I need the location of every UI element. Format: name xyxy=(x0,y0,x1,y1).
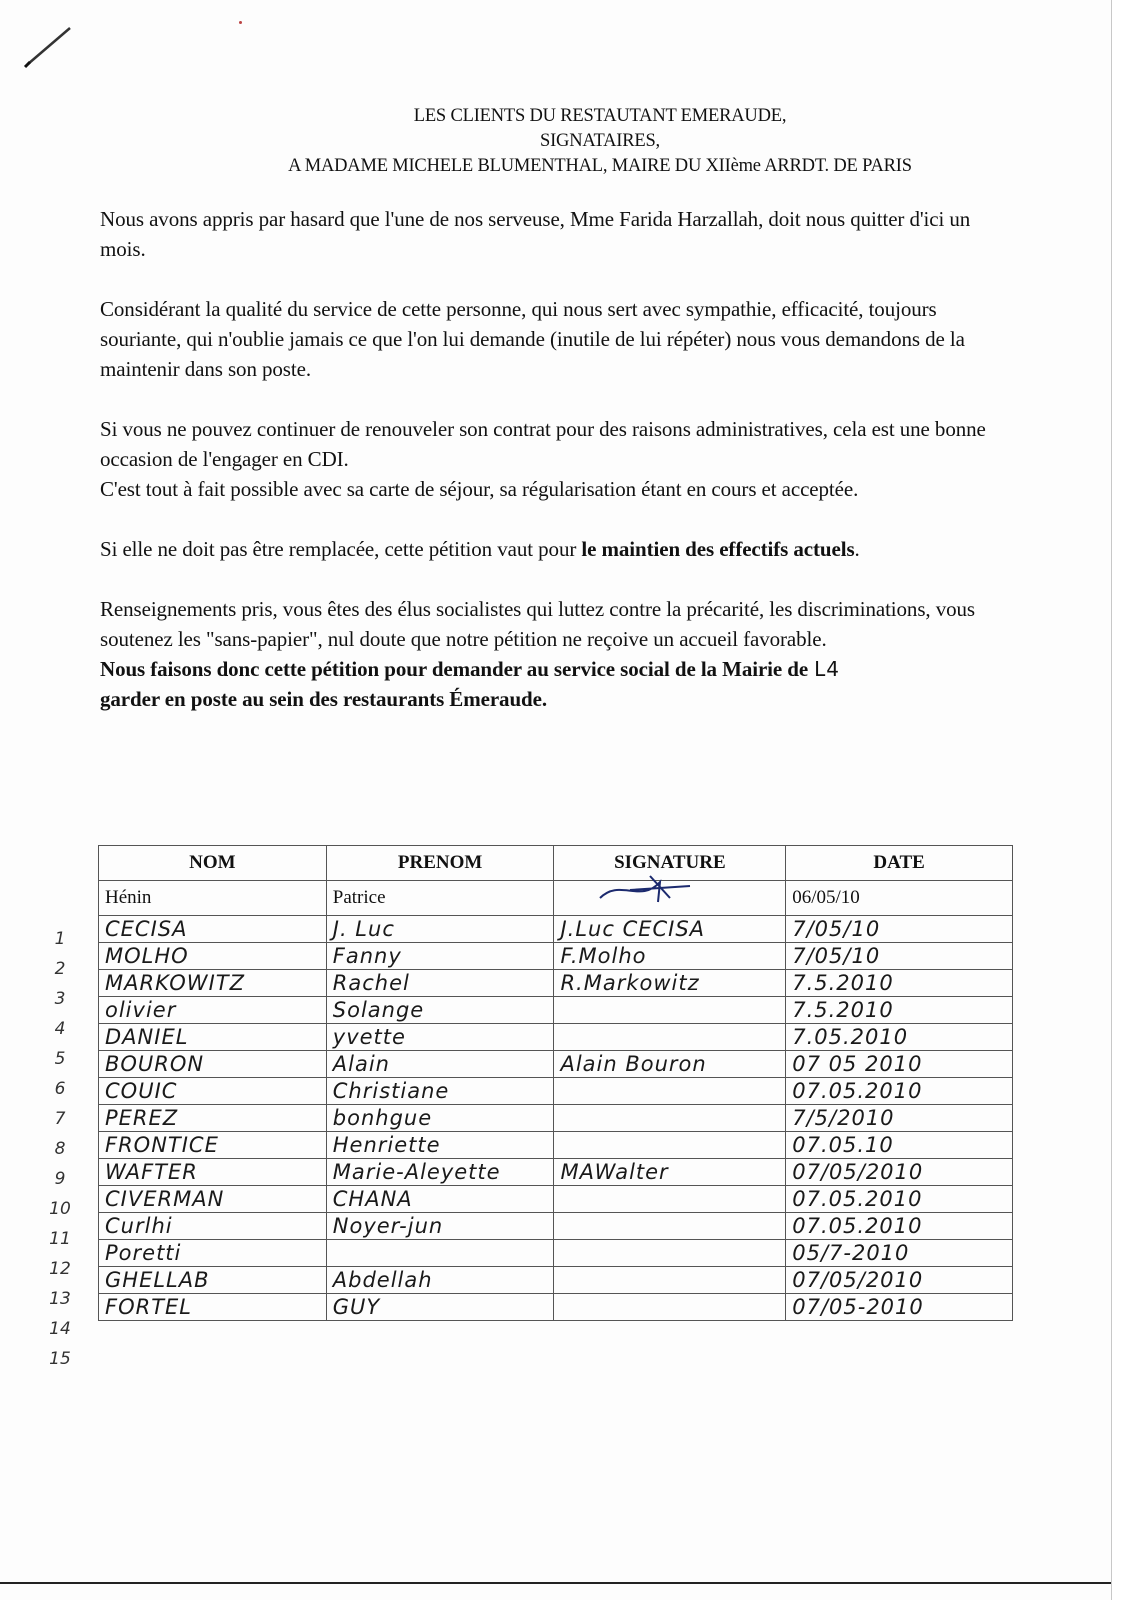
row-number: 15 xyxy=(49,1349,71,1369)
cell-prenom: Abdellah xyxy=(326,1267,554,1294)
table-row xyxy=(99,1186,1013,1213)
table-row xyxy=(99,1132,1013,1159)
row-number: 2 xyxy=(54,959,66,979)
cell-signature: R.Markowitz xyxy=(554,970,786,997)
cell-date: 7/05/10 xyxy=(786,943,1013,970)
cell-date: 07.05.2010 xyxy=(786,1186,1013,1213)
table-row xyxy=(99,1024,1013,1051)
cell-nom: FRONTICE xyxy=(99,1132,327,1159)
cell-date: 07/05-2010 xyxy=(786,1294,1013,1321)
page-bottom-edge xyxy=(0,1582,1111,1584)
paragraph-6-bold-a: Nous faisons donc cette pétition pour demander au service social de la Mairie de xyxy=(100,657,809,681)
paragraph-5: Renseignements pris, vous êtes des élus socialistes qui luttez contre la précarité, les discriminations, vous soutenez les "sans-papier", nul doute que notre pétition ne reçoive un accueil favorable. xyxy=(100,597,975,651)
row-number: 8 xyxy=(54,1139,66,1159)
cell-signature: J.Luc CECISA xyxy=(554,916,786,943)
cell-prenom: Rachel xyxy=(326,970,554,997)
cell-nom: GHELLAB xyxy=(99,1267,327,1294)
cell-prenom: yvette xyxy=(326,1024,554,1051)
cell-signature xyxy=(554,997,786,1024)
table-row xyxy=(99,1294,1013,1321)
table-row xyxy=(99,1159,1013,1186)
cell-nom: MARKOWITZ xyxy=(99,970,327,997)
cell-prenom: Alain xyxy=(326,1051,554,1078)
table-header-row xyxy=(99,846,1013,881)
cell-date: 06/05/10 xyxy=(786,881,1013,916)
row-number: 6 xyxy=(54,1079,66,1099)
cell-prenom: Patrice xyxy=(326,881,554,916)
cell-nom: CECISA xyxy=(99,916,327,943)
cell-signature xyxy=(554,1105,786,1132)
row-number: 5 xyxy=(54,1049,66,1069)
cell-prenom: Solange xyxy=(326,997,554,1024)
table-row xyxy=(99,1267,1013,1294)
paragraph-4 xyxy=(100,534,1000,564)
cell-nom: PEREZ xyxy=(99,1105,327,1132)
header-date: DATE xyxy=(786,846,1013,881)
row-number: 1 xyxy=(54,929,66,949)
cell-nom: FORTEL xyxy=(99,1294,327,1321)
cell-signature xyxy=(554,1186,786,1213)
cell-signature: MAWalter xyxy=(554,1159,786,1186)
cell-signature: F.Molho xyxy=(554,943,786,970)
heading-line-2: SIGNATAIRES, xyxy=(540,131,660,151)
ink-speck xyxy=(239,21,242,24)
cell-prenom: bonhgue xyxy=(326,1105,554,1132)
row-numbers xyxy=(40,924,80,1374)
cell-date: 7.05.2010 xyxy=(786,1024,1013,1051)
cell-prenom xyxy=(326,1240,554,1267)
row-number: 11 xyxy=(49,1229,71,1249)
table-row xyxy=(99,1051,1013,1078)
header-prenom: PRENOM xyxy=(326,846,554,881)
cell-prenom: CHANA xyxy=(326,1186,554,1213)
cell-signature xyxy=(554,1267,786,1294)
petition-body xyxy=(100,204,1000,714)
cell-date: 07/05/2010 xyxy=(786,1159,1013,1186)
cell-signature xyxy=(554,1213,786,1240)
cell-prenom: GUY xyxy=(326,1294,554,1321)
paragraph-2: Considérant la qualité du service de cette personne, qui nous sert avec sympathie, efficacité, toujours souriante, qui n'oublie jamais ce que l'on lui demande (inutile de lui répéter) nous vous demandons de la maintenir dans son poste. xyxy=(100,297,965,381)
paragraph-4-end: . xyxy=(854,537,860,561)
cell-signature xyxy=(554,1132,786,1159)
row-number: 10 xyxy=(49,1199,71,1219)
cell-nom: Curlhi xyxy=(99,1213,327,1240)
row-number: 13 xyxy=(49,1289,71,1309)
cell-nom: olivier xyxy=(99,997,327,1024)
cell-signature: Alain Bouron xyxy=(554,1051,786,1078)
cell-prenom: Noyer-jun xyxy=(326,1213,554,1240)
petition-heading xyxy=(100,104,1100,179)
table-row xyxy=(99,1213,1013,1240)
cell-date: 07/05/2010 xyxy=(786,1267,1013,1294)
table-row xyxy=(99,997,1013,1024)
cell-nom: WAFTER xyxy=(99,1159,327,1186)
cell-date: 7.5.2010 xyxy=(786,970,1013,997)
signature-scribble-icon xyxy=(590,868,710,912)
cell-prenom: Henriette xyxy=(326,1132,554,1159)
cell-nom: CIVERMAN xyxy=(99,1186,327,1213)
cell-signature xyxy=(554,1240,786,1267)
table-row xyxy=(99,1078,1013,1105)
cell-signature xyxy=(554,1294,786,1321)
cell-nom: Hénin xyxy=(99,881,327,916)
row-number: 12 xyxy=(49,1259,71,1279)
pencil-mark-icon xyxy=(22,22,77,70)
cell-date: 07 05 2010 xyxy=(786,1051,1013,1078)
paragraph-4-text: Si elle ne doit pas être remplacée, cette pétition vaut pour xyxy=(100,537,582,561)
paragraph-1: Nous avons appris par hasard que l'une de nos serveuse, Mme Farida Harzallah, doit nous quitter d'ici un mois. xyxy=(100,207,971,261)
cell-date: 07.05.2010 xyxy=(786,1213,1013,1240)
cell-prenom: Fanny xyxy=(326,943,554,970)
heading-line-3: A MADAME MICHELE BLUMENTHAL, MAIRE DU XIIème ARRDT. DE PARIS xyxy=(288,156,912,176)
cell-date: 7.5.2010 xyxy=(786,997,1013,1024)
cell-date: 7/5/2010 xyxy=(786,1105,1013,1132)
row-number: 14 xyxy=(49,1319,71,1339)
paragraph-4-bold: le maintien des effectifs actuels xyxy=(581,537,855,561)
cell-date: 05/7-2010 xyxy=(786,1240,1013,1267)
cell-prenom: Marie-Aleyette xyxy=(326,1159,554,1186)
paragraph-3a: Si vous ne pouvez continuer de renouveler son contrat pour des raisons administratives, cela est une bonne occasion de l'engager en CDI. xyxy=(100,417,986,471)
paragraph-6-bold-b: garder en poste au sein des restaurants Émeraude. xyxy=(100,687,547,711)
cell-prenom: Christiane xyxy=(326,1078,554,1105)
signature-table xyxy=(98,845,1013,1321)
cell-nom: DANIEL xyxy=(99,1024,327,1051)
row-number: 7 xyxy=(54,1109,66,1129)
cell-signature xyxy=(554,1078,786,1105)
cell-nom: MOLHO xyxy=(99,943,327,970)
table-row xyxy=(99,1240,1013,1267)
cell-nom: Poretti xyxy=(99,1240,327,1267)
cell-signature xyxy=(554,1024,786,1051)
cell-date: 07.05.2010 xyxy=(786,1078,1013,1105)
header-signature: SIGNATURE xyxy=(554,846,786,881)
table-row xyxy=(99,970,1013,997)
table-row xyxy=(99,881,1013,916)
table-row xyxy=(99,943,1013,970)
cell-nom: COUIC xyxy=(99,1078,327,1105)
header-nom: NOM xyxy=(99,846,327,881)
heading-line-1: LES CLIENTS DU RESTAUTANT EMERAUDE, xyxy=(413,106,787,126)
row-number: 4 xyxy=(54,1019,66,1039)
paragraph-6 xyxy=(100,654,1000,714)
cell-nom: BOURON xyxy=(99,1051,327,1078)
cell-date: 07.05.10 xyxy=(786,1132,1013,1159)
table-row xyxy=(99,916,1013,943)
paragraph-6-handwritten: L4 xyxy=(814,657,840,681)
row-number: 9 xyxy=(54,1169,66,1189)
table-row xyxy=(99,1105,1013,1132)
paragraph-3b: C'est tout à fait possible avec sa carte de séjour, sa régularisation étant en cours et acceptée. xyxy=(100,477,859,501)
cell-prenom: J. Luc xyxy=(326,916,554,943)
cell-date: 7/05/10 xyxy=(786,916,1013,943)
row-number: 3 xyxy=(54,989,66,1009)
